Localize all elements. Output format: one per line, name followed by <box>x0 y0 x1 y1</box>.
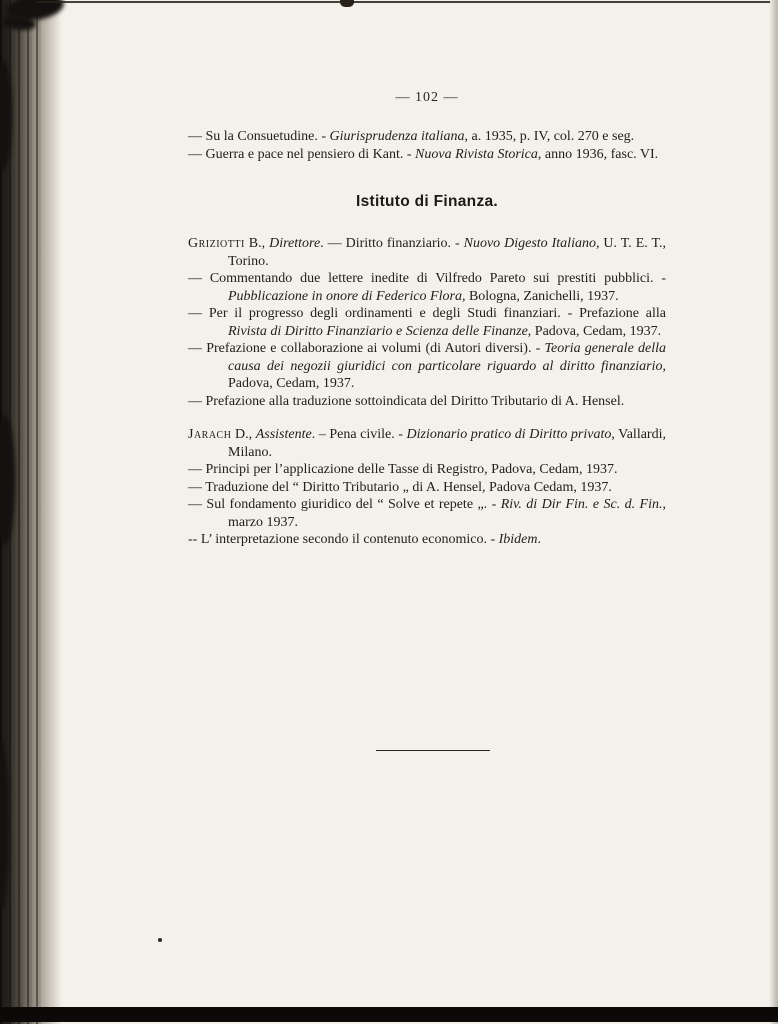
italic-title-text: Dizionario pratico di Diritto privato <box>406 427 612 442</box>
entry-text: , a. 1935, p. IV, col. 270 e seg. <box>464 129 635 144</box>
entry-text: . – Pena civile. - <box>311 427 407 442</box>
entry-group <box>188 128 666 163</box>
entry-text: B., <box>244 236 270 251</box>
italic-title-text: Assistente <box>255 427 312 442</box>
entry-text: . <box>537 532 542 547</box>
italic-title-text: Nuovo Digesto Italiano <box>463 236 596 251</box>
italic-title-text: Nuova Rivista Storica <box>415 146 538 162</box>
italic-title-text: Teoria generale della causa dei negozii giuridici con particolare riguardo al diritto finanziario <box>228 341 666 374</box>
bibliography-entry <box>188 270 666 305</box>
page-number: — 102 — <box>395 90 459 105</box>
scan-top-edge-tick <box>340 0 354 7</box>
bibliography-entry <box>188 496 666 531</box>
entry-text: — Commentando due lettere inedite di Vilfredo Pareto sui prestiti pubblici. - <box>188 271 666 286</box>
bibliography-entry <box>188 128 666 146</box>
entry-text: — Guerra e pace nel pensiero di Kant. - <box>188 146 416 162</box>
bibliography-entry <box>188 235 666 270</box>
entry-text: . — Diritto finanziario. - <box>320 236 464 251</box>
entry-group <box>188 426 666 549</box>
entry-text: D., <box>231 427 256 442</box>
italic-title-text: Riv. di Dir Fin. e Sc. d. Fin. <box>500 497 663 512</box>
bibliography-entry <box>188 461 666 479</box>
bibliography-entry <box>188 146 666 164</box>
entry-text: , U. T. E. T., Torino. <box>228 236 666 269</box>
author-name: Jarach <box>188 427 232 442</box>
entry-text: -- L’ interpretazione secondo il contenuto economico. - <box>188 532 499 547</box>
italic-title-text: Ibidem <box>498 532 538 547</box>
entry-text: — Traduzione del “ Diritto Tributario „ di A. Hensel, Padova Cedam, 1937. <box>188 479 612 495</box>
document-body <box>188 128 666 549</box>
bibliography-entry <box>188 426 666 461</box>
page-content <box>188 90 666 565</box>
italic-title-text: Rivista di Diritto Finanziario e Scienza delle Finanze <box>228 323 528 339</box>
entry-text: — Prefazione alla traduzione sottoindicata del Diritto Tributario di A. Hensel. <box>188 393 625 409</box>
scan-speck <box>158 938 162 942</box>
italic-title-text: Pubblicazione in onore di Federico Flora <box>228 288 462 304</box>
bibliography-entry <box>188 531 666 549</box>
entry-text: , Padova, Cedam, 1937. <box>228 358 666 391</box>
scan-top-edge-line <box>36 1 770 3</box>
entry-text: , Bologna, Zanichelli, 1937. <box>461 288 619 304</box>
entry-text: , marzo 1937. <box>228 497 666 530</box>
entry-text: — Sul fondamento giuridico del “ Solve et repete „. - <box>188 497 501 512</box>
section-heading: Istituto di Finanza. <box>355 193 499 210</box>
italic-title-text: Giurisprudenza italiana <box>329 129 465 144</box>
bibliography-entry <box>188 340 666 393</box>
bibliography-entry <box>188 305 666 340</box>
entry-text: — Prefazione e collaborazione ai volumi (di Autori diversi). - <box>188 341 545 356</box>
italic-title-text: Direttore <box>269 236 321 251</box>
entry-text: , Vallardi, Milano. <box>228 427 666 460</box>
bibliography-entry <box>188 479 666 497</box>
entry-text: — Per il progresso degli ordinamenti e degli Studi finanziari. - Prefazione alla <box>188 306 666 321</box>
scan-right-edge-shadow <box>769 0 778 1024</box>
entry-text: , Padova, Cedam, 1937. <box>527 323 662 339</box>
bibliography-entry <box>188 393 666 411</box>
entry-text: , anno 1936, fasc. VI. <box>537 146 659 162</box>
author-name: Griziotti <box>188 236 245 251</box>
section-divider-rule <box>376 750 490 751</box>
entry-text: — Principi per l’applicazione delle Tasse di Registro, Padova, Cedam, 1937. <box>188 462 618 477</box>
entry-text: — Su la Consuetudine. - <box>188 129 330 144</box>
entry-group <box>188 235 666 410</box>
scan-bottom-bar <box>0 1007 778 1022</box>
